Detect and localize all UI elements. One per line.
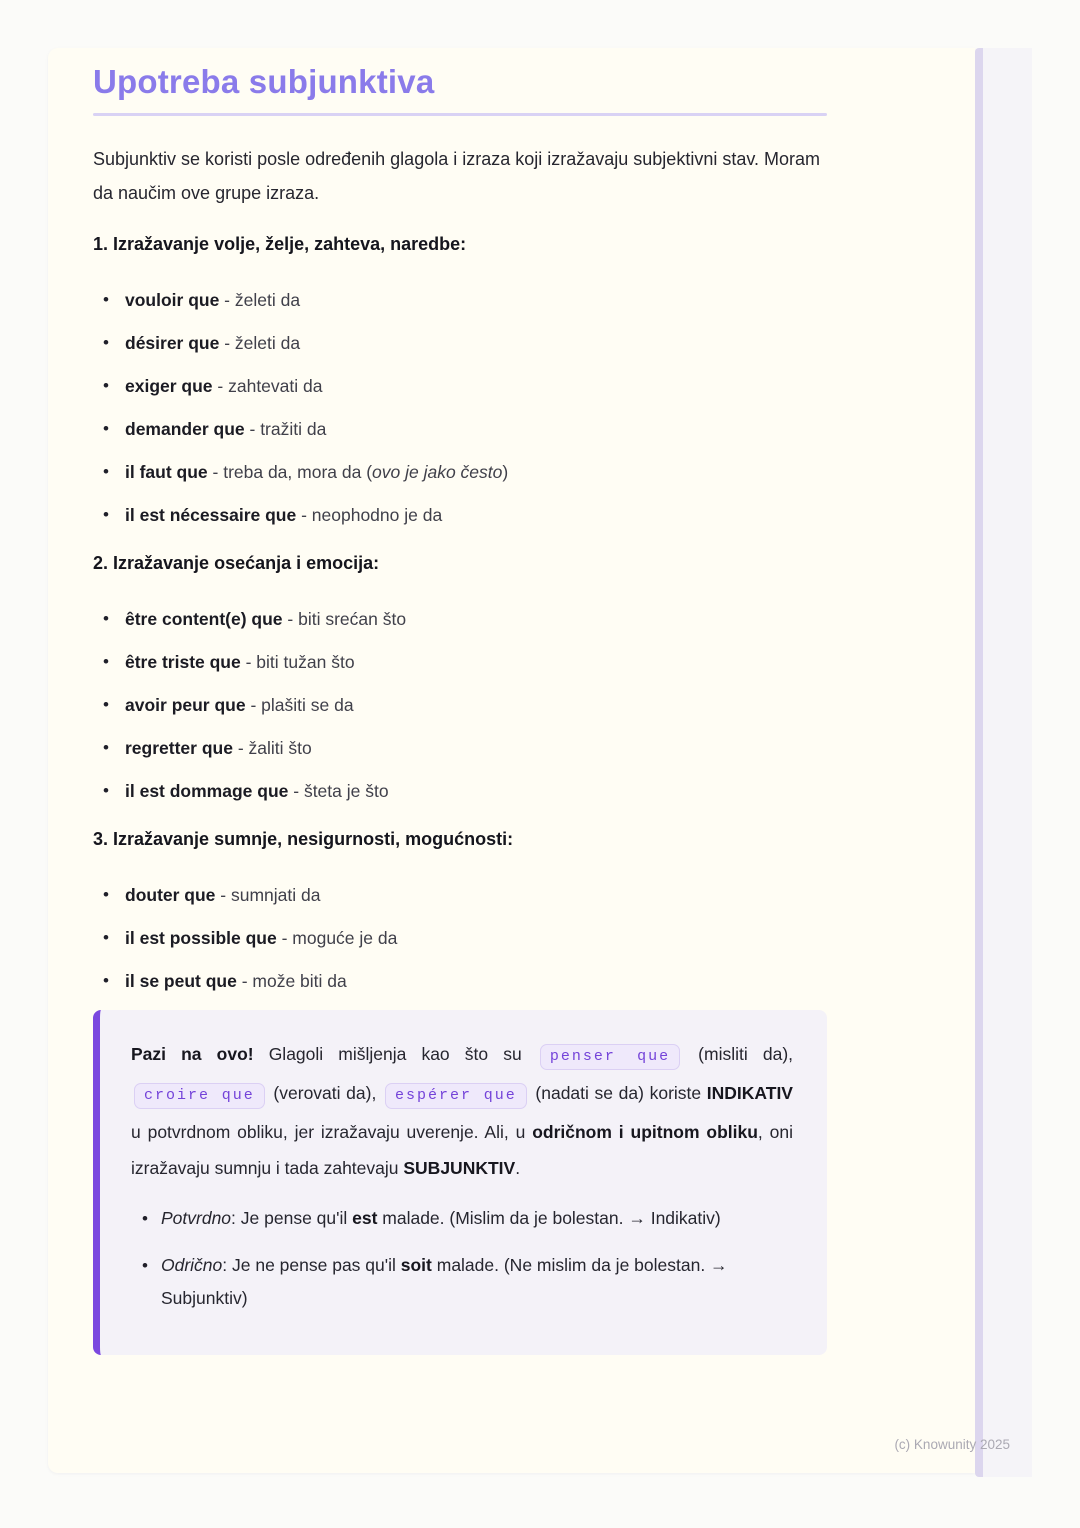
french-term: douter que xyxy=(125,885,216,905)
callout-lead: Pazi na ovo! xyxy=(131,1044,254,1064)
translation: šteta je što xyxy=(303,781,389,801)
french-term: demander que xyxy=(125,419,245,439)
list-item xyxy=(93,924,827,952)
french-term: il faut que xyxy=(125,462,208,482)
translation: tražiti da xyxy=(260,419,327,439)
callout-text: . xyxy=(515,1158,521,1178)
callout-example-list xyxy=(131,1202,793,1315)
separator: - xyxy=(219,290,235,310)
list-item xyxy=(93,967,827,995)
french-term: il se peut que xyxy=(125,971,237,991)
list-item-text xyxy=(125,652,355,672)
example-label: Odrično xyxy=(161,1255,223,1275)
callout-text: (nadati se da) koriste xyxy=(529,1083,707,1103)
callout-note xyxy=(93,1010,827,1355)
translation: sumnjati da xyxy=(230,885,321,905)
french-term: il est dommage que xyxy=(125,781,289,801)
translation-end: ) xyxy=(502,462,509,482)
callout-emphasis: INDIKATIV xyxy=(706,1083,793,1103)
section-heading-3: 3. Izražavanje sumnje, nesigurnosti, mogućnosti: xyxy=(93,829,514,849)
separator: - xyxy=(215,885,231,905)
list-item xyxy=(93,881,827,909)
list-item xyxy=(93,605,827,633)
separator: - xyxy=(244,419,261,439)
french-term: être content(e) que xyxy=(125,609,283,629)
note-page xyxy=(48,48,975,1473)
note-content xyxy=(93,62,827,1355)
intro-paragraph: Subjunktiv se koristi posle određenih glagola i izraza koji izražavaju subjektivni stav. Moram da naučim ove grupe izraza. xyxy=(93,149,821,203)
separator: - xyxy=(245,695,262,715)
list-item xyxy=(93,734,827,762)
callout-emphasis: odričnom i upitnom obliku xyxy=(532,1122,758,1142)
callout-paragraph xyxy=(131,1036,793,1186)
expression-list-2 xyxy=(93,605,827,805)
expression-list-3 xyxy=(93,881,827,995)
list-item-text xyxy=(125,781,389,801)
separator: - xyxy=(212,376,229,396)
translation: želeti da xyxy=(234,333,301,353)
separator: - xyxy=(232,738,249,758)
list-item xyxy=(131,1202,793,1235)
translation: biti srećan što xyxy=(298,609,407,629)
french-term: désirer que xyxy=(125,333,220,353)
list-item xyxy=(93,691,827,719)
french-term: il est possible que xyxy=(125,928,277,948)
example-verb: soit xyxy=(400,1255,432,1275)
callout-text: (misliti da), xyxy=(683,1044,794,1064)
translation: treba da, mora da ( xyxy=(223,462,373,482)
list-item-text xyxy=(125,376,322,396)
list-item-text xyxy=(125,333,300,353)
list-item-text xyxy=(125,885,320,905)
list-item xyxy=(93,458,827,486)
list-item xyxy=(93,501,827,529)
list-item xyxy=(93,329,827,357)
list-item-text xyxy=(125,738,312,758)
separator: - xyxy=(276,928,293,948)
example-text: : Je ne pense pas qu'il xyxy=(222,1255,401,1275)
list-item-text xyxy=(125,971,347,991)
list-item-text xyxy=(125,419,326,439)
translation-note: ovo je jako često xyxy=(372,462,503,482)
example-verb: est xyxy=(352,1208,378,1228)
separator: - xyxy=(296,505,312,525)
list-item xyxy=(131,1249,793,1315)
translation: plašiti se da xyxy=(261,695,354,715)
translation: neophodno je da xyxy=(311,505,443,525)
translation: zahtevati da xyxy=(228,376,323,396)
code-chip-croire-que: croire que xyxy=(134,1083,265,1109)
section-heading-1: 1. Izražavanje volje, želje, zahteva, naredbe: xyxy=(93,234,467,254)
separator: - xyxy=(207,462,224,482)
section-heading-2: 2. Izražavanje osećanja i emocija: xyxy=(93,553,380,573)
list-item-text xyxy=(125,609,406,629)
translation: žaliti što xyxy=(248,738,312,758)
french-term: exiger que xyxy=(125,376,213,396)
separator: - xyxy=(219,333,235,353)
callout-text: (verovati da), xyxy=(267,1083,382,1103)
separator: - xyxy=(288,781,304,801)
list-item-text xyxy=(125,928,397,948)
page-title: Upotreba subjunktiva xyxy=(93,63,435,100)
list-item xyxy=(93,372,827,400)
example-label: Potvrdno xyxy=(161,1208,232,1228)
list-item-text xyxy=(125,462,508,482)
list-item-text xyxy=(161,1255,728,1308)
translation: može biti da xyxy=(252,971,347,991)
list-item xyxy=(93,286,827,314)
title-underline xyxy=(93,113,827,116)
example-text: : Je pense qu'il xyxy=(231,1208,353,1228)
list-item-text xyxy=(125,290,300,310)
french-term: regretter que xyxy=(125,738,233,758)
separator: - xyxy=(282,609,299,629)
copyright-footer: (c) Knowunity 2025 xyxy=(894,1437,1010,1452)
translation: moguće je da xyxy=(292,928,398,948)
separator: - xyxy=(240,652,257,672)
list-item xyxy=(93,648,827,676)
callout-text: Glagoli mišljenja kao što su xyxy=(253,1044,537,1064)
next-page-edge-line xyxy=(975,48,983,1477)
list-item xyxy=(93,777,827,805)
french-term: avoir peur que xyxy=(125,695,246,715)
list-item-text xyxy=(161,1208,721,1228)
french-term: être triste que xyxy=(125,652,241,672)
list-item-text xyxy=(125,695,354,715)
translation: želeti da xyxy=(234,290,301,310)
french-term: vouloir que xyxy=(125,290,220,310)
callout-text: u potvrdnom obliku, jer izražavaju uverenje. Ali, u xyxy=(131,1122,533,1142)
expression-list-1 xyxy=(93,286,827,529)
example-text: malade. (Mislim da je bolestan. → Indikativ) xyxy=(377,1208,721,1228)
code-chip-esperer-que: espérer que xyxy=(385,1083,527,1109)
next-page-edge-panel xyxy=(983,48,1032,1477)
example-text: malade. (Ne mislim da je bolestan. → Subjunktiv) xyxy=(161,1255,728,1308)
list-item-text xyxy=(125,505,442,525)
code-chip-penser-que: penser que xyxy=(540,1044,680,1070)
separator: - xyxy=(236,971,253,991)
french-term: il est nécessaire que xyxy=(125,505,297,525)
callout-emphasis: SUBJUNKTIV xyxy=(403,1158,516,1178)
translation: biti tužan što xyxy=(256,652,355,672)
callout-text: , oni izražavaju sumnju i tada zahtevaju xyxy=(131,1122,793,1178)
list-item xyxy=(93,415,827,443)
